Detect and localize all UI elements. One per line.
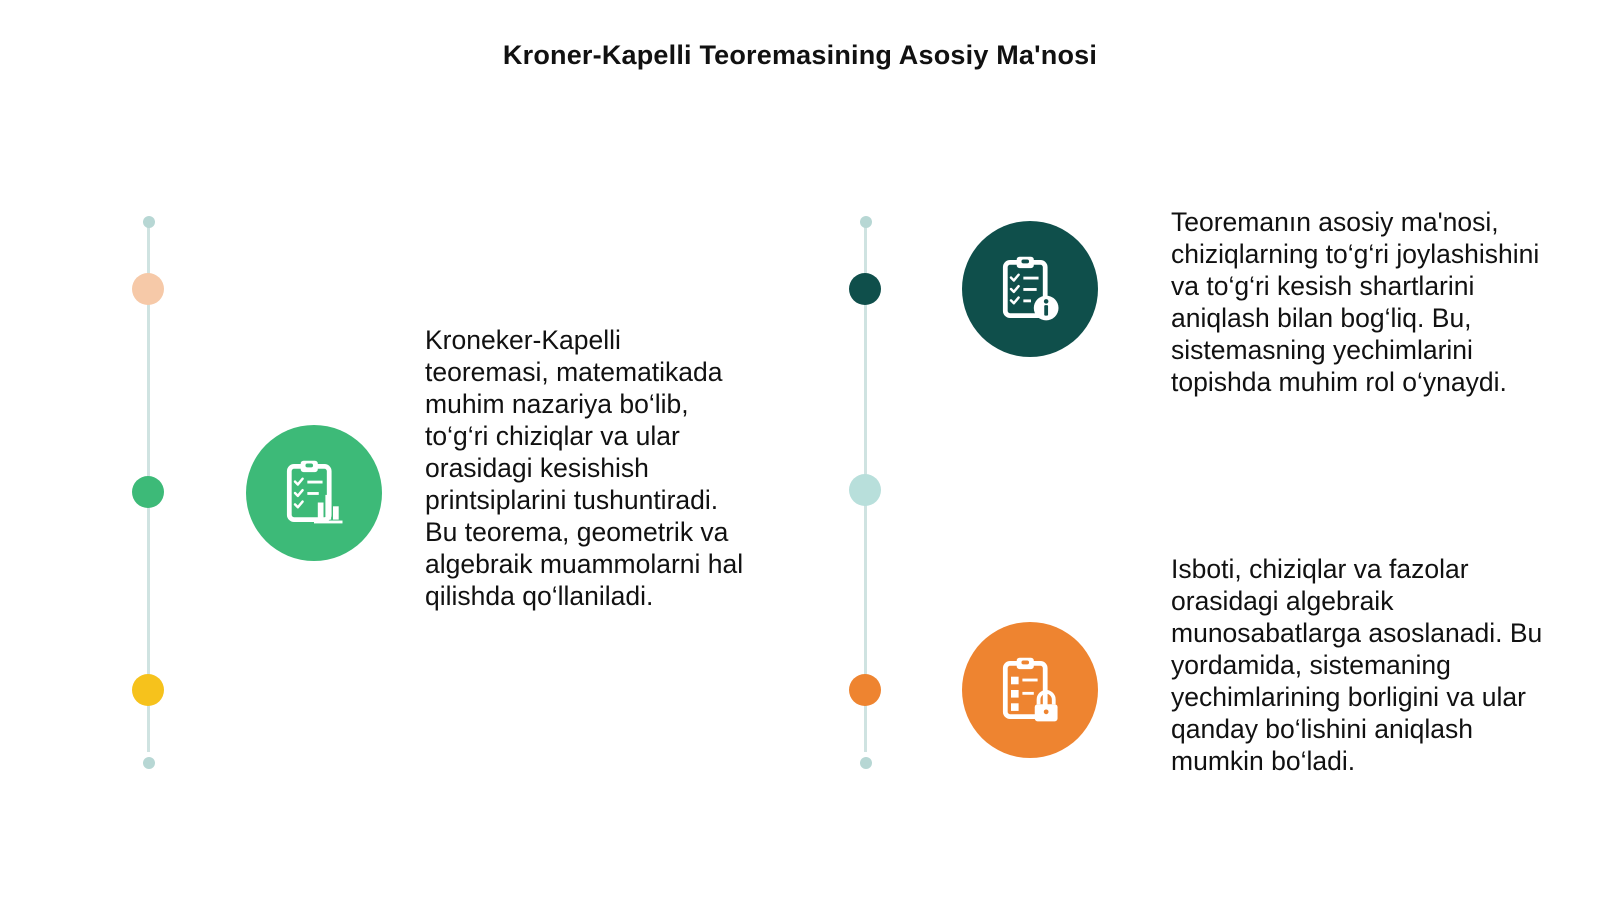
right-timeline-top-cap bbox=[860, 216, 872, 228]
right-item-1-text: Teoremanın asosiy ma'nosi, chiziqlarning to‘g‘ri joylashishini va to‘g‘ri kesish shartlarini aniqlash bilan bog‘liq. Bu, sistemasning yechimlarini topishda muhim rol o‘ynaydi. bbox=[1171, 207, 1540, 397]
right-timeline-dot-teal bbox=[849, 273, 881, 305]
left-item-text: Kroneker-Kapelli teoremasi, matematikada muhim nazariya bo‘lib, to‘g‘ri chiziqlar va ular orasidagi kesishish printsiplarini tushuntiradi. Bu teorema, geometrik va algebraik muammolarni hal qilishda qo‘llaniladi. bbox=[425, 325, 744, 611]
right-item-2-badge bbox=[962, 622, 1098, 758]
left-timeline-bottom-cap bbox=[143, 757, 155, 769]
right-timeline-dot-mint bbox=[849, 474, 881, 506]
left-timeline-top-cap bbox=[143, 216, 155, 228]
right-item-1-badge bbox=[962, 221, 1098, 357]
page-title: Kroner-Kapelli Teoremasining Asosiy Ma'nosi bbox=[502, 40, 1098, 70]
left-timeline-dot-yellow bbox=[132, 674, 164, 706]
left-timeline-dot-peach bbox=[132, 273, 164, 305]
right-timeline-bottom-cap bbox=[860, 757, 872, 769]
clipboard-chart-icon bbox=[276, 455, 352, 531]
clipboard-info-icon bbox=[992, 251, 1068, 327]
right-timeline-dot-orange bbox=[849, 674, 881, 706]
left-item-badge bbox=[246, 425, 382, 561]
clipboard-lock-icon bbox=[992, 652, 1068, 728]
right-item-2-text: Isboti, chiziqlar va fazolar orasidagi algebraik munosabatlarga asoslanadi. Bu yordamida, sistemaning yechimlarining borligini va ular qanday bo‘lishini aniqlash mumkin bo‘ladi. bbox=[1171, 554, 1543, 776]
left-timeline-dot-green bbox=[132, 476, 164, 508]
